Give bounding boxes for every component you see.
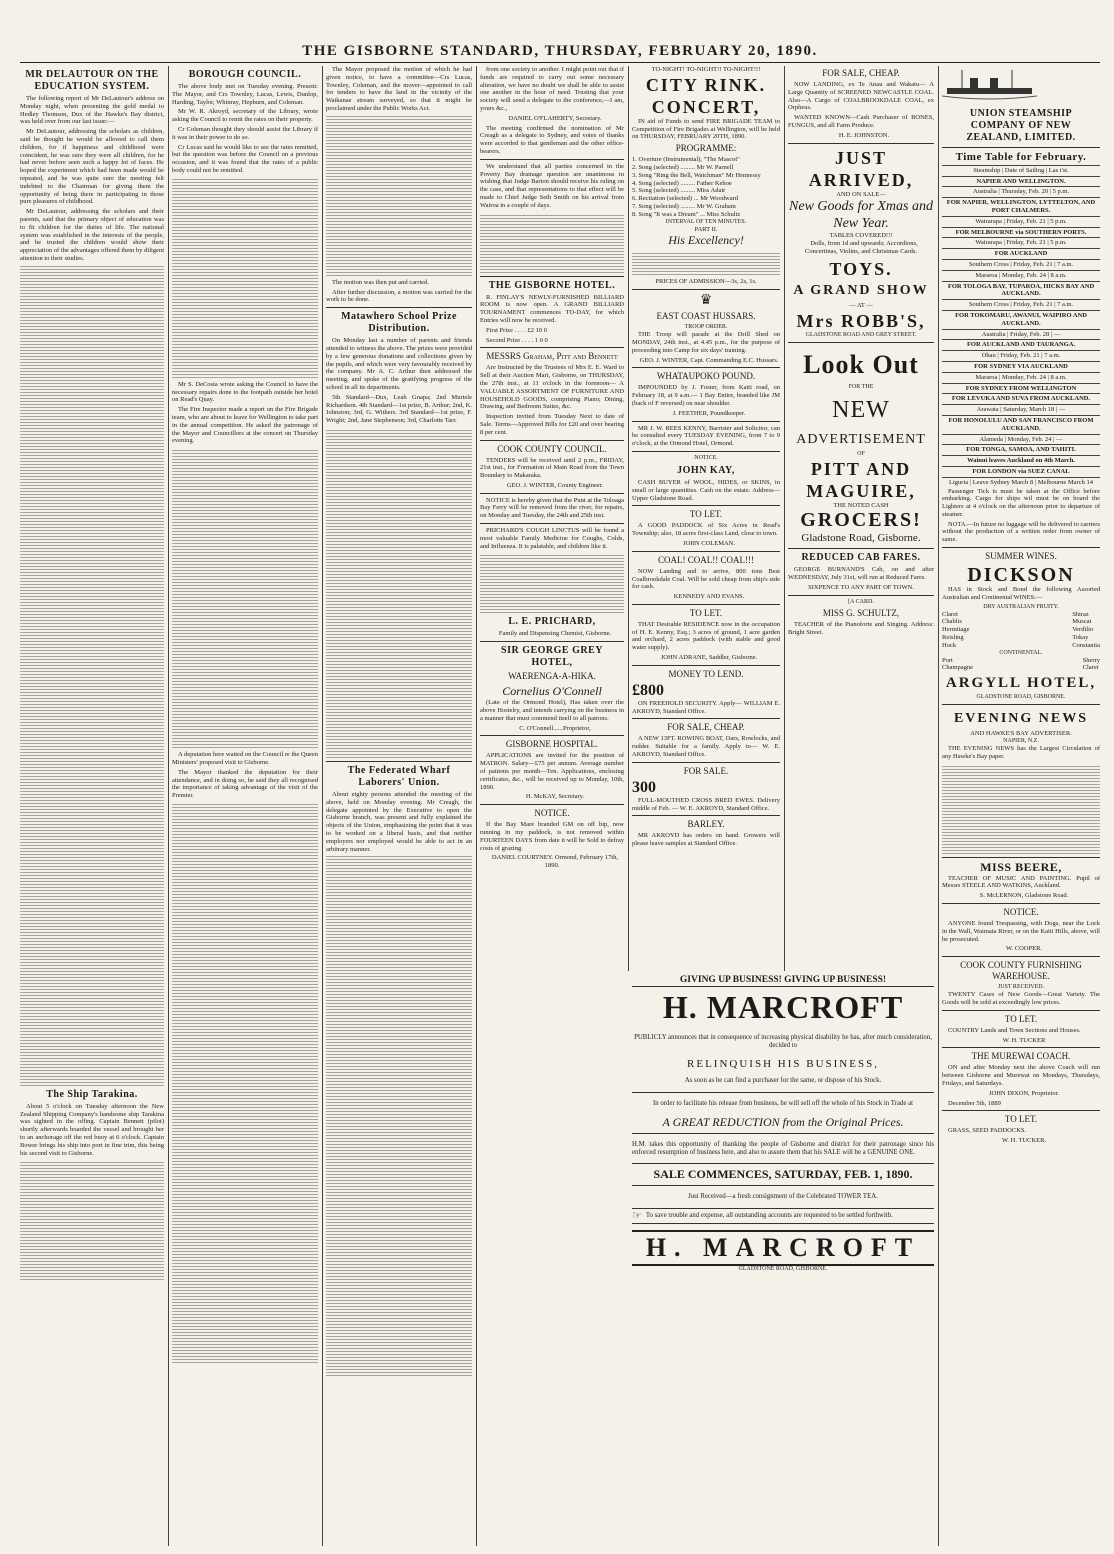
ad-display: New Goods for Xmas and New Year. xyxy=(789,199,933,232)
wine-item: Muscat xyxy=(1072,618,1092,626)
column-3 xyxy=(326,66,472,1546)
ad-text: A NEW 13FT. ROWING BOAT, Oars, Rowlocks, and rudder. Suitable for a family. Apply to— W. E. AKROYD, Standard Office. xyxy=(632,735,780,759)
timetable-row: Southern Cross | Friday, Feb. 21 | 7 a.m. xyxy=(942,259,1100,270)
timetable-row: Wairarapa | Friday, Feb. 21 | 5 p.m. xyxy=(942,237,1100,248)
ad-display: PITT AND MAGUIRE, xyxy=(806,458,916,501)
ad-display: NEW xyxy=(832,396,890,423)
programme-item: 6. Recitation (selected) ... Mr Woodward xyxy=(632,195,739,203)
ad-text: AND ON SALE— xyxy=(836,190,886,198)
ad-heading: FOR SALE, CHEAP. xyxy=(667,722,745,733)
wine-item: Hock xyxy=(942,641,957,649)
ad-text: WANTED KNOWN—Cash Purchaser of BONES, FUNGUS, and all Farm Produce. xyxy=(788,114,934,129)
ad-heading: L. E. PRICHARD, xyxy=(508,616,596,628)
ad-text: MR AKROYD has orders on hand. Growers will please leave samples at Standard Office. xyxy=(632,832,780,848)
ad-text: CASH BUYER of WOOL, HIDES, or SKINS, in small or large quantities. Cash on the estate. Address—Upper Gladstone Road. xyxy=(632,478,780,502)
money-amount: £800 xyxy=(632,681,664,699)
ad-text: To save trouble and expense, all outstanding accounts are requested to be settled forthwith. xyxy=(645,1211,893,1219)
article-paragraph: Mr DeLautour, addressing the scholars as children, said he thought he would be allowed to call them children, for if happiness and childhood were coincident, he was sure they were all children, for he had never before seen such a happy lot of faces. He hoped the experiment which had been made would be repeated, and he was quite sure the meeting felt indebted to the Chairman for giving them the opportunity of being there in participating in those pure pleasures of childhood. xyxy=(20,128,164,206)
timetable-row: Alameda | Monday, Feb. 24 | — xyxy=(942,434,1100,445)
article-paragraph: About eighty persons attended the meeting of the above, held on Monday evening. Mr Creagh, the delegate appointed by the Executive to open the Gisborne branch, was present and fully explained the objects of the Union, emphasizing the point that it was to be worked on a liberal basis, and that neither employers nor employed would be able to act in an arbitrary manner. xyxy=(326,790,472,853)
ad-signature: GEO. J. WINTER, Capt. Commanding E.C. Hussars. xyxy=(639,356,779,364)
ad-text: TABLES COVERED!!! xyxy=(829,232,893,240)
ad-heading: REDUCED CAB FARES. xyxy=(801,552,921,564)
timetable-row: FOR TOLOGA BAY, TUPAROA, HICKS BAY AND AUCKLAND. xyxy=(942,281,1100,300)
ad-text: ON and after Monday next the above Coach will run between Gisborne and Murewai on Mondays, Thursdays, Fridays, and Saturdays. xyxy=(942,1064,1100,1087)
timetable-row: Wairarapa | Friday, Feb. 21 | 5 p.m. xyxy=(942,216,1100,227)
ad-subheading: JUST RECEIVED. xyxy=(997,984,1045,991)
timetable-row: FOR AUCKLAND xyxy=(942,248,1100,259)
letter-paragraph: from one society to another. I might point out that if funds are required to carry out some necessary alteration, we have no doubt we shall be able to assist one another in the hour of need. Trusting that your society will send a delegate to the conference,—I am, yours &c., xyxy=(480,66,624,112)
wine-item: Tokay xyxy=(1072,634,1089,642)
timetable-row: FOR SYDNEY VIA AUCKLAND xyxy=(942,361,1100,372)
timetable-row: FOR SYDNEY FROM WELLINGTON xyxy=(942,383,1100,394)
editorial-paragraph: We understand that all parties concerned in the Poverty Bay drainage question are unanimous in wishing that Judge Barton should receive his ruling on the case, and that representations to that effect will be made to Chief Judge Seth Smith on his arrival from Wairoa in a couple of days. xyxy=(480,162,624,209)
article-heading: MR DELAUTOUR ON THE EDUCATION SYSTEM. xyxy=(25,69,159,92)
ad-display: GROCERS! xyxy=(800,509,922,532)
letter-paragraph: The meeting confirmed the nomination of Mr Creagh as a delegate to Sydney, and votes of thanks were accorded to that gentleman and the other office-bearers. xyxy=(480,124,624,155)
ad-heading: COAL! COAL!! COAL!!! xyxy=(658,554,754,565)
body-text-filler xyxy=(326,428,472,758)
ad-display: JUST ARRIVED, xyxy=(808,147,914,190)
ad-text: THE NOTED CASH xyxy=(833,501,889,509)
ad-signature: H. E. JOHNSTON. xyxy=(838,131,890,139)
ad-text: IN aid of Funds to send FIRE BRIGADE TEAM to Competition of Fire Brigades at Wellington, will be held on THURSDAY, FEBRUARY 20TH, 1890. xyxy=(632,117,780,141)
article-paragraph: A deputation here waited on the Council re the Queen Ministers' proposed visit to Gisborne. xyxy=(172,751,318,766)
ad-display: A GREAT REDUCTION from the Original Prices. xyxy=(662,1114,904,1129)
article-paragraph: On Monday last a number of parents and friends attended to witness the above. The prizes were provided by a few generous donations and collections given by the pupils, and which were very favourably received by the company. Mr A. C. Arthur then addressed the meeting, and spoke of the gratifying progress of the school in all its departments. xyxy=(326,337,472,391)
ad-heading: THE MUREWAI COACH. xyxy=(971,1051,1071,1062)
ad-heading: MISS G. SCHULTZ, xyxy=(822,607,900,618)
ad-display: ARGYLL HOTEL, xyxy=(945,675,1097,692)
programme-item: 5. Song (selected) ......... Miss Adair xyxy=(632,187,726,195)
ad-heading: TO LET. xyxy=(1004,1114,1038,1125)
column-6 xyxy=(788,66,934,966)
body-text-filler xyxy=(172,178,318,378)
timetable-header: Steamship | Date of Sailing | Las t'st. xyxy=(942,165,1100,176)
ad-text: NAPIER, N.Z. xyxy=(1003,738,1039,745)
body-text-filler xyxy=(172,448,318,748)
timetable-row: FOR HONOLULU AND SAN FRANCISCO FROM AUCKLAND. xyxy=(942,415,1100,434)
timetable-row: FOR LEVUKA AND SUVA FROM AUCKLAND. xyxy=(942,393,1100,404)
wine-item: Hermitage xyxy=(942,626,970,634)
letter-signature: DANIEL O'FLAHERTY, Secretary. xyxy=(508,114,602,122)
ad-prize: Second Prize . . . . 1 0 0 xyxy=(486,336,548,344)
programme-heading: PROGRAMME: xyxy=(675,143,737,154)
ad-text: APPLICATIONS are invited for the position of MATRON. Salary—£75 per annum. Average number of patients per month—Ten. Applications, enclosing certificates, &c., will be received up to Monday, 10th, 1890. xyxy=(480,752,624,791)
ad-signature: W. COOPER. xyxy=(1005,945,1043,953)
timetable-row: Liguria | Leave Sydney March 8 | Melbourne March 14 xyxy=(942,477,1100,488)
wine-item: Claret xyxy=(942,610,958,618)
part-heading: PART II. xyxy=(694,225,718,233)
ad-heading: NOTICE. xyxy=(1003,907,1039,918)
column-2 xyxy=(172,66,318,1546)
ad-text: R. FINLAY'S NEWLY-FURNISHED BILLIARD ROOM is now open. A GRAND BILLIARD TOURNAMENT commences TO-DAY, for which Entries will now be received. xyxy=(480,293,624,324)
interval-note: INTERVAL OF TEN MINUTES. xyxy=(665,218,747,225)
body-text-filler xyxy=(326,116,472,276)
timetable-row: Mararoa | Monday, Feb. 24 | 8 a.m. xyxy=(942,270,1100,281)
wine-item: Shiraz xyxy=(1072,610,1089,618)
ad-heading: FOR SALE. xyxy=(683,765,729,776)
column-rule xyxy=(322,66,323,1546)
ad-heading: MESSRS Graham, Pitt and Bennett xyxy=(486,351,618,362)
ad-text: TEACHER of the Pianoforte and Singing. Address: Bright Street. xyxy=(788,620,934,636)
ad-display: RELINQUISH HIS BUSINESS, xyxy=(687,1057,879,1070)
masthead xyxy=(20,40,1100,63)
ad-heading: SUMMER WINES. xyxy=(985,551,1057,562)
ad-text: Dolls, from 1d and upwards; Accordions, Concertinas, Violins, and Christmas Cards. xyxy=(805,240,918,255)
ad-heading: MONEY TO LEND. xyxy=(668,668,744,679)
timetable-row: FOR TOKOMARU, AWANUI, WAIPIRO AND AUCKLAND. xyxy=(942,310,1100,329)
ad-text: MR J. W. REES KENNY, Barrister and Solicitor, can be consulted every TUESDAY EVENING, from 7 to 9 o'clock, at the Ormond Hotel, Ormond. xyxy=(632,424,780,448)
article-paragraph: The above body met on Tuesday evening. Present: The Mayor, and Crs Townley, Lucas, Lewis, Dunlop, Harding, Taylor, Whinray, Hepburn, and Coleman. xyxy=(172,83,318,106)
programme-item: 4. Song (selected) ......... Father Kehoe xyxy=(632,179,732,187)
ad-signature: JOHN COLEMAN. xyxy=(683,539,735,547)
ad-subheading: DRY AUSTRALIAN FRUITY. xyxy=(983,603,1059,610)
article-paragraph: Mr S. DeCosta wrote asking the Council to have the necessary repairs done to the footpath outside her hotel on Read's Quay. xyxy=(172,380,318,404)
ad-heading: EAST COAST HUSSARS. xyxy=(656,311,756,322)
ad-text: THAT Desirable RESIDENCE now in the occupation of H. E. Kenny, Esq.; 3 acres of ground, 1 acre garden and orchard, 2 acres paddock (with stable and good water supply). xyxy=(632,620,780,652)
column-1 xyxy=(20,66,164,1546)
column-rule xyxy=(784,66,785,971)
ad-text: Family and Dispensing Chemist, Gisborne. xyxy=(498,630,612,638)
column-rule xyxy=(476,66,477,1546)
timetable-row: FOR NAPIER, WELLINGTON, LYTTELTON, AND PORT CHALMERS. xyxy=(942,197,1100,216)
article-paragraph: Cr Coleman thought they should assist the Library if it was in their power to do so. xyxy=(172,125,318,141)
ad-subheading: CONTINENTAL. xyxy=(999,649,1043,656)
ad-text: C. O'Connell......Proprietor, xyxy=(519,724,591,732)
article-paragraph: The motion was then put and carried. xyxy=(332,278,429,286)
ad-text: PRICHARD'S COUGH LINCTUS will be found a most valuable Family Medicine for Coughs, Colds, and Influenza. It is palatable, and children like it. xyxy=(480,527,624,550)
column-7 xyxy=(942,66,1100,1546)
programme-item: 7. Song (selected) ......... Mr W. Graham xyxy=(632,202,736,210)
programme-item: 3. Song "Ring the Bell, Watchman" Mr Hennessy xyxy=(632,171,761,179)
timetable-heading: Time Table for February. xyxy=(955,150,1087,163)
ad-text: TWENTY Cases of New Goods—Great Variety. The Goods will be sold at exceedingly low prices. xyxy=(942,991,1100,1007)
ad-text: Passenger Tick ts must be taken at the Office before embarking. Cargo for ships wil must be on board the Lighters at 4 o'clock on the afternoon prior to departure of steamer. xyxy=(942,487,1100,518)
ad-text: FOR THE xyxy=(848,383,874,390)
ad-heading: THE GISBORNE HOTEL. xyxy=(488,279,616,291)
ad-display: DICKSON xyxy=(967,564,1075,587)
ad-display: TOYS. xyxy=(829,258,893,279)
ad-display: EVENING NEWS xyxy=(953,711,1089,727)
ad-text: NOW LANDING, ex Te Anau and Wakatu— A Large Quantity of SCREENED NEWCASTLE COAL. Also—A Cargo of COALBROOKDALE COAL, ex Orpheus. xyxy=(788,81,934,112)
ad-signature: JOHN DIXON, Proprietor. xyxy=(988,1089,1060,1097)
ad-prize: First Prize . . . . £2 10 0 xyxy=(486,326,548,334)
timetable-row: Mararoa | Monday, Feb. 24 | 8 a.m. xyxy=(942,372,1100,383)
wine-list xyxy=(942,611,1100,650)
ad-heading: NOTICE. xyxy=(534,808,570,819)
body-text-filler xyxy=(480,213,624,273)
ad-signature: H. McKAY, Secretary. xyxy=(525,793,585,801)
column-rule xyxy=(628,66,629,971)
timetable-row: Australia | Friday, Feb. 28 | — xyxy=(942,329,1100,340)
masthead-title: THE GISBORNE STANDARD, THURSDAY, FEBRUARY 20, 1890. xyxy=(302,43,818,59)
article-paragraph: After further discussion, a motion was carried for the work to be done. xyxy=(326,288,472,304)
ad-heading: COOK COUNTY FURNISHING WAREHOUSE. xyxy=(960,960,1082,982)
column-5 xyxy=(632,66,780,966)
ad-heading: TO LET. xyxy=(689,607,723,618)
ad-text: NOTA.—In future no luggage will be delivered to carriers without the production of a written order from owner of same. xyxy=(942,520,1100,544)
ad-text: NOW Landing and to arrive, 800 tons Best Coalbrookdale Coal. Will be sold cheap from ship's side for cash. xyxy=(632,567,780,591)
timetable-row: Australia | Thursday, Feb. 20 | 5 p.m. xyxy=(942,186,1100,197)
body-text-filler xyxy=(942,764,1100,854)
steamship-icon xyxy=(942,68,1037,100)
ad-text: GEORGE BURNAND'S Cab, on and after WEDNESDAY, July 31st, will run at Reduced Fares. xyxy=(788,566,934,582)
ad-text: THE Troop will parade at the Drill Shed on MONDAY, 24th inst., at 4.45 p.m., for the purpose of proceeding into Camp for six days' training. xyxy=(632,331,780,354)
article-heading: The Ship Tarakina. xyxy=(46,1088,138,1100)
ad-signature: KENNEDY AND EVANS. xyxy=(673,593,745,601)
timetable-row: Southern Cross | Friday, Feb. 21 | 7 a.m. xyxy=(942,299,1100,310)
ad-signature: JOHN ADRANE, Saddler, Gisborne. xyxy=(660,654,758,662)
article-paragraph: The following report of Mr DeLautour's address on Monday night, when presenting the gold medal to Hedley Thomson, Dux of the Hawke's Bay district, was held over from our last issue:— xyxy=(20,95,164,126)
article-heading: BOROUGH COUNCIL. xyxy=(188,69,302,80)
ad-text: (Late of the Ormond Hotel), Has taken over the above Hostelry, and intends carrying on the business in a manner that must commend itself to all patrons. xyxy=(480,699,624,722)
timetable-row: FOR TONGA, SAMOA, AND TAHITI. xyxy=(942,444,1100,455)
timetable-row: FOR LONDON via SUEZ CANAL xyxy=(942,466,1100,477)
article-paragraph: Mr DeLautour, addressing the scholars and their parents, said that the primary object of education was to fit children for the duties of life. The national system was established in the interests of the people, and he trusted the children would show their appreciation of the advantages offered them by diligent attention to their studies. xyxy=(20,208,164,262)
marcroft-banner: GIVING UP BUSINESS! GIVING UP BUSINESS! xyxy=(632,974,934,987)
ad-signature: W. H. TUCKER xyxy=(1002,1036,1046,1044)
timetable-row: NAPIER AND WELLINGTON. xyxy=(942,176,1100,187)
accounts-row xyxy=(632,1209,934,1222)
marcroft-footer-address: GLADSTONE ROAD, GISBORNE. xyxy=(738,1265,828,1272)
ad-heading: MISS BEERE, xyxy=(980,859,1062,874)
ad-signature: GEO. J. WINTER, County Engineer. xyxy=(506,481,604,489)
body-text-filler xyxy=(480,553,624,613)
article-heading: The Federated Wharf Laborers' Union. xyxy=(347,764,451,788)
ad-display: A GRAND SHOW xyxy=(793,282,929,298)
ad-heading: WHATAUPOKO POUND. xyxy=(656,371,756,382)
ad-subheading: TROOP ORDER. xyxy=(684,324,728,331)
ad-date: December 5th, 1889 xyxy=(948,1099,1001,1107)
ad-text: NOTICE is hereby given that the Punt at the Toloaga Bay Ferry will be removed from the river, for repairs, on Monday and Tuesday, the 24th and 25th inst. xyxy=(480,496,624,520)
programme-item: 8. Song "It was a Dream" ... Miss Schultz xyxy=(632,210,741,218)
body-text-filler xyxy=(326,856,472,1376)
concert-title: CONCERT, xyxy=(651,96,761,117)
pointing-hand-icon: ☞ xyxy=(632,1209,642,1222)
column-rule xyxy=(168,66,169,1546)
ad-signature: W. H. TUCKER. xyxy=(1001,1137,1047,1145)
ad-text: SIXPENCE TO ANY PART OF TOWN. xyxy=(808,583,914,591)
timetable-row: FOR MELBOURNE via SOUTHERN PORTS. xyxy=(942,227,1100,238)
body-text-filler xyxy=(172,803,318,1363)
ad-text: ANYONE found Trespassing, with Dogs, near the Lock in the Wall, Waimata River, or on the Kaiti Hills, above, will be prosecuted. xyxy=(942,920,1100,943)
ad-text: AND HAWKE'S BAY ADVERTISER. xyxy=(970,730,1072,738)
ad-heading: NOTICE. xyxy=(694,454,718,461)
article-paragraph: Cr Lucas said he would like to see the rates remitted, but the question was before the Council on a previous occasion, and it was found that the rates of a public body could not be remitted. xyxy=(172,143,318,174)
ad-text: COUNTRY Lands and Town Sections and Houses. xyxy=(948,1026,1081,1034)
programme-item: 2. Song (selected) ......... Mr W. Parnell xyxy=(632,163,734,171)
ad-display: ADVERTISEMENT xyxy=(796,431,926,447)
wine-item: Sherry xyxy=(1082,656,1100,664)
timetable-row: FOR AUCKLAND AND TAURANGA. xyxy=(942,339,1100,350)
ad-heading: TO LET. xyxy=(1004,1013,1038,1024)
ad-heading: BARLEY. xyxy=(687,819,725,830)
ad-text: Inspection invited from Tuesday Next to date of Sale. Terms—Approved Bills for £20 and over bearing 8 per cent. xyxy=(480,413,624,436)
ad-text: A GOOD PADDOCK of Six Acres in Read's Township; also, 18 acres first-class Land, close to town. xyxy=(632,522,780,538)
concert-top: TO-NIGHT! TO-NIGHT!! TO-NIGHT!!! xyxy=(651,66,761,73)
ad-text: — AT — xyxy=(849,301,873,309)
article-paragraph: Mr W. R. Akroyd, secretary of the Library, wrote asking the Council to remit the rates on their property. xyxy=(172,108,318,124)
timetable xyxy=(942,176,1100,488)
part-title: His Excellency! xyxy=(668,233,744,248)
article-paragraph: The Mayor thanked the deputation for their attendance, and in doing so, he said they all recognised the importance of taking advantage of the visit of the Premier. xyxy=(172,768,318,800)
column-rule xyxy=(938,66,939,1546)
ad-text: IMPOUNDED by J. Foster, from Kaiti road, on February 18, at 9 a.m.— 1 Bay Entire, branded like JM (back of F reversed) on near shoulder. xyxy=(632,384,780,407)
ad-text: HAS in Stock and Bond the following Assorted Australian and Continental WINES:— xyxy=(942,586,1100,601)
body-text-filler xyxy=(20,1160,164,1280)
ad-text: In order to facilitate his release from business, he will sell off the whole of his Stock in Trade at xyxy=(653,1099,913,1107)
marcroft-ad xyxy=(632,974,934,1544)
wine-item: Champagne xyxy=(942,664,974,672)
prize-list: 5th Standard—Dux, Leah Gnapa; 2nd Muriele Richardson. 4th Standard—1st prize, B. Arthur; 2nd, K. Johnston; 3rd, G. Withers. 3rd Standard—1st prize, F. Wright; 2nd, Jane Stephenson; 3rd, Charlotte Tarr. xyxy=(326,393,472,425)
ad-display: SALE COMMENCES, SATURDAY, FEB. 1, 1890. xyxy=(653,1167,913,1182)
ad-text: FULL-MOUTHED CROSS BRED EWES. Delivery middle of Feb. — W. E. AKROYD, Standard Office. xyxy=(632,796,780,812)
ad-heading: UNION STEAMSHIP COMPANY OF NEW ZEALAND, LIMITED. xyxy=(966,107,1076,143)
wine-item: Port xyxy=(942,656,953,664)
ad-heading: [A CARD. xyxy=(848,598,874,605)
ad-text: GLADSTONE ROAD, GISBORNE. xyxy=(976,694,1066,701)
ad-text: PUBLICLY announces that in consequence of increasing physical disability he has, after much consideration, decided to xyxy=(634,1033,932,1049)
ad-heading: COOK COUNTY COUNCIL. xyxy=(497,443,607,454)
ad-signature: DANIEL COURTNEY. Ormond, February 17th, 1890. xyxy=(491,854,619,870)
ad-signature: J. FEETHER, Poundkeeper. xyxy=(672,409,746,417)
ad-text: Just Received—a fresh consignment of the Celebrated TOWER TEA. xyxy=(688,1193,878,1201)
ad-heading: SIR GEORGE GREY HOTEL, xyxy=(501,645,603,669)
ad-text: THE EVENING NEWS has the Largest Circulation of any Hawke's Bay paper. xyxy=(942,745,1100,760)
ad-text: GRASS, SEED PADDOCKS. xyxy=(948,1127,1027,1135)
ad-heading: GISBORNE HOSPITAL. xyxy=(505,739,599,750)
sale-amount: 300 xyxy=(632,778,656,796)
wine-item: Constantia xyxy=(1072,641,1100,649)
ad-text: Gladstone Road, Gisborne. xyxy=(801,532,921,545)
wine-list xyxy=(942,657,1100,673)
ad-text: OF xyxy=(857,450,865,457)
ad-text: TEACHER OF MUSIC AND PAINTING. Pupil of Messrs STEELE AND WATKINS, Auckland. xyxy=(942,874,1100,890)
ad-text: H.M. takes this opportunity of thanking the people of Gisborne and district for their patronage since his enforced resumption of business here, and also to assure them that his SALE will be a GENUINE ONE. xyxy=(632,1140,934,1156)
marcroft-name: H. MARCROFT xyxy=(662,989,904,1025)
ad-display: Look Out xyxy=(803,349,919,379)
timetable-row: Arawata | Saturday, March 18 | — xyxy=(942,404,1100,415)
columns xyxy=(20,66,1100,1546)
concert-venue: CITY RINK. xyxy=(645,74,767,95)
article-paragraph: The Mayor proposed the motion of which he had given notice, to have a committee—Crs Lucas, Townley, Coleman, and the mover—appointed to call for tenders to have the land in the vicinity of the Waikanae stream surveyed, so that it might be proclaimed under the Public Works Act. xyxy=(326,66,472,112)
ad-signature: S. McLERNON, Gladstone Road. xyxy=(979,892,1069,900)
article-heading: Matawhero School Prize Distribution. xyxy=(341,311,457,335)
ad-display: Mrs ROBB'S, xyxy=(796,310,926,331)
article-paragraph: About 5 o'clock on Tuesday afternoon the New Zealand Shipping Company's handsome ship Tarakina was sighted in the offing. Captain Bennett (pilot) shortly afterwards boarded the vessel and brought her to an anchorage off the red buoy at 6 o'clock. Captain Bower brings his ship into port in fine trim, this being his second visit to Gisborne. xyxy=(20,1102,164,1157)
ad-heading: FOR SALE, CHEAP. xyxy=(822,68,900,78)
ad-text: As soon as he can find a purchaser for the same, or dispose of his Stock. xyxy=(684,1077,882,1085)
body-text-filler xyxy=(632,251,780,275)
programme-item: 1. Overture (Instrumental), "The Mascot" xyxy=(632,156,740,164)
ad-text: TENDERS will be received until 2 p.m., FRIDAY, 21st inst., for Formation of Main Road from the Town Boundary to Makaraka. xyxy=(480,456,624,480)
column-4 xyxy=(480,66,624,1546)
wine-item: Chablis xyxy=(942,618,962,626)
ad-proprietor: Cornelius O'Connell xyxy=(502,684,602,699)
marcroft-footer-name: H. MARCROFT xyxy=(632,1230,934,1266)
wine-item: Claret xyxy=(1082,664,1099,672)
article-paragraph: The Fire Inspector made a report on the Fire Brigade team, who are about to leave for Wellington to take part in the annual competition. He asked the patronage of the Mayor and Councillors at the concert on Thursday evening. xyxy=(172,406,318,445)
admission-prices: PRICES OF ADMISSION—3s, 2s, 1s. xyxy=(655,278,757,286)
ad-text: GLADSTONE ROAD AND GREY STREET. xyxy=(805,331,917,338)
ad-heading: JOHN KAY, xyxy=(677,464,735,476)
crown-icon: ♛ xyxy=(699,293,713,309)
body-text-filler xyxy=(20,266,164,1086)
wine-item: Verdilio xyxy=(1072,626,1094,634)
ad-heading: TO LET. xyxy=(689,509,723,520)
wine-item: Reisling xyxy=(942,634,964,642)
timetable-row: Wainui leaves Auckland on 4th March. xyxy=(942,455,1100,466)
ad-text: Are Instructed by the Trustees of Mrs E. E. Ward to Sell at their Auction Mart, Gisborne, on THURSDAY, the 27th inst., at 11 o'clock in the forenoon— A VALUABLE ASSORTMENT OF FURNITURE AND HOUSEHOLD GOODS, comprising Piano; Dining, Drawing, and Bedroom Suites, &c. xyxy=(480,364,624,411)
ad-text: If the Bay Mare branded GM on off hip, now running in my paddock, is not removed within FOURTEEN DAYS from date it will be Sold to defray costs of grazing. xyxy=(480,821,624,852)
ad-heading: WAERENGA-A-HIKA. xyxy=(508,671,596,682)
timetable-row: Ohau | Friday, Feb. 21 | 7 a.m. xyxy=(942,350,1100,361)
ad-text: ON FREEHOLD SECURITY. Apply— WILLIAM E. AKROYD, Standard Office. xyxy=(632,699,780,715)
